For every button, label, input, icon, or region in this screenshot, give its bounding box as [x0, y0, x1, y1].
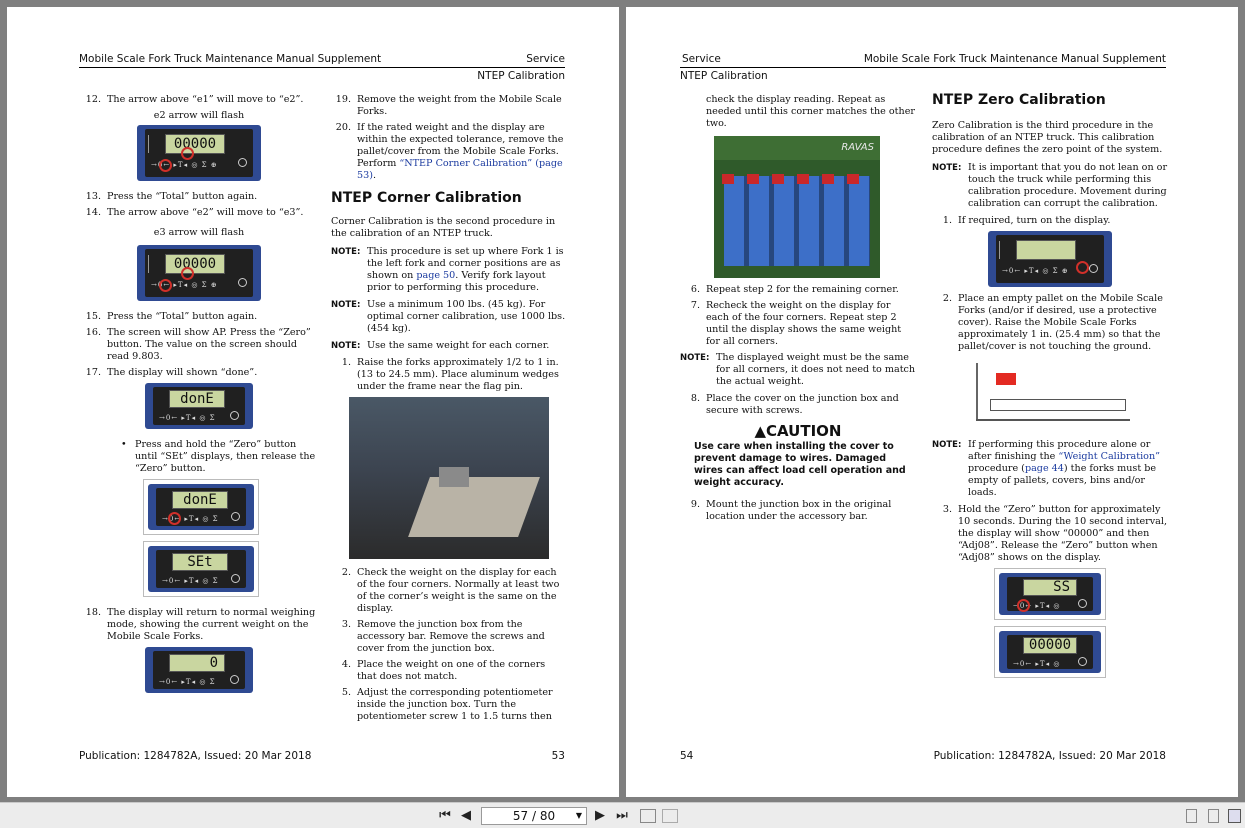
warning-triangle-icon: ▲: [754, 422, 767, 440]
step-14: 14. The arrow above “e2” will move to “e3”.: [85, 207, 304, 218]
caption-e3: e3 arrow will flash: [153, 227, 245, 238]
fit-page-icon[interactable]: [640, 809, 656, 823]
zero-step-1: 1. If required, turn on the display.: [942, 215, 1111, 226]
corner-step-2: 2. Check the weight on the display for each of the four corners. Normally at least two of the corner’s weight is the same on the display.: [341, 567, 560, 614]
scale-display-sequence: SS →0← ▸T◂ ◎ 00000 →0← ▸T◂ ◎: [994, 568, 1106, 682]
scale-display-image: 0 →0← ▸T◂ ◎ Σ: [145, 647, 253, 693]
lcd-readout: [1016, 240, 1076, 260]
step-12: 12. The arrow above “e1” will move to “e2”.: [85, 94, 304, 105]
subheader: NTEP Calibration: [477, 70, 565, 82]
subheader: NTEP Calibration: [680, 70, 768, 82]
step-8: 8. Place the cover on the junction box and secure with screws.: [690, 393, 899, 416]
step-16: 16. The screen will show AP. Press the “Zero” button. The value on the screen should read 9.803.: [85, 327, 311, 362]
caution-heading: ▲CAUTION: [754, 422, 842, 440]
fork-wedge-photo: [349, 397, 549, 559]
scale-display-image: donE →0← ▸T◂ ◎ Σ: [145, 383, 253, 429]
step-13: 13. Press the “Total” button again.: [85, 191, 258, 202]
left-column-1: [81, 94, 317, 698]
zero-step-3: 3. Hold the “Zero” button for approximately 10 seconds. During the 10 second interval, the display will show “00000” and then “Adj08”. Release the “Zero” button when “Adj08” shows on the display.: [942, 504, 1168, 563]
lcd-readout: 0: [169, 654, 225, 672]
link-weight-calibration[interactable]: “Weight Calibration”: [1058, 451, 1161, 462]
right-column-1: [680, 94, 916, 527]
section-heading: NTEP Corner Calibration: [331, 190, 522, 206]
page-number-input[interactable]: 57 / 80 ▼: [481, 807, 587, 825]
zero-step-2: 2. Place an empty pallet on the Mobile Scale Forks (and/or if desired, use a protective cover). Raise the Mobile Scale Forks approximately 1 in. (25.4 mm) so that the pallet/cover is not touching the ground.: [942, 293, 1163, 352]
lcd-readout: SS: [1023, 579, 1077, 596]
left-column-2: [331, 94, 567, 727]
caution-text: Use care when installing the cover to prevent damage to wires. Damaged wires can affect load cell operation and weight accuracy.: [694, 441, 906, 488]
caption-e2: e2 arrow will flash: [153, 110, 245, 121]
fit-width-icon[interactable]: [662, 809, 678, 823]
step-17: 17. The display will shown “done”.: [85, 367, 258, 378]
scale-display-sequence: donE →0← ▸T◂ ◎ Σ SEt →0← ▸T◂ ◎ Σ: [143, 479, 259, 601]
corner-step-1: 1. Raise the forks approximately 1/2 to 1 in. (13 to 24.5 mm). Place aluminum wedges under the frame near the flag pin.: [341, 357, 559, 392]
page-53: [7, 7, 619, 797]
scale-display-image: →0← ▸T◂ ◎ Σ ⊕: [988, 231, 1112, 287]
arrow-right-icon: [996, 373, 1016, 385]
corner-step-4: 4. Place the weight on one of the corners that does not match.: [341, 659, 546, 682]
step-7: 7. Recheck the weight on the display for each of the four corners. Repeat step 2 until the display shows the same weight for all corners.: [690, 300, 902, 347]
note: NOTE: The displayed weight must be the same for all corners, it does not need to match the actual weight.: [680, 352, 916, 387]
header-rule: [79, 67, 565, 68]
link-page-44[interactable]: page 44: [1024, 463, 1064, 474]
previous-page-button[interactable]: ◀: [461, 808, 471, 823]
first-page-button[interactable]: ⏮: [439, 808, 451, 823]
continuous-view-icon[interactable]: [1208, 809, 1219, 823]
note: NOTE: It is important that you do not lean on or touch the truck while performing this calibration procedure. Movement during calibration can corrupt the calibration.: [932, 162, 1168, 209]
step-6: 6. Repeat step 2 for the remaining corner.: [690, 284, 899, 295]
single-page-view-icon[interactable]: [1186, 809, 1197, 823]
bullet-hold-zero: • Press and hold the “Zero” button until “SEt” displays, then release the “Zero” button.: [121, 439, 316, 474]
two-page-view-icon[interactable]: [1228, 809, 1241, 823]
lcd-readout: 00000: [165, 254, 225, 274]
note: NOTE: This procedure is set up where Fork 1 is the left fork and corner positions are as shown on page 50. Verify fork layout prior to performing this procedure.: [331, 246, 564, 293]
page-number: 54: [680, 750, 694, 762]
footer-publication: Publication: 1284782A, Issued: 20 Mar 2018: [79, 750, 312, 762]
corner-step-5: 5. Adjust the corresponding potentiometer inside the junction box. Turn the potentiometer screw 1 to 1.5 turns then: [341, 687, 553, 722]
continued-text: check the display reading. Repeat as needed until this corner matches the other two.: [706, 94, 915, 129]
next-page-button[interactable]: ▶: [595, 808, 605, 823]
note: NOTE: Use a minimum 100 lbs. (45 kg). For optimal corner calibration, use 1000 lbs. (454 kg).: [331, 299, 566, 334]
header-section: Service: [682, 53, 721, 65]
link-page-50[interactable]: page 50: [416, 270, 456, 281]
board-brand: RAVAS: [714, 136, 880, 160]
step-18: 18. The display will return to normal weighing mode, showing the current weight on the Mobile Scale Forks.: [85, 607, 316, 642]
step-20: 20. If the rated weight and the display are within the expected tolerance, remove the pallet/cover from the Mobile Scale Forks. Perform “NTEP Corner Calibration” (page 53).: [335, 122, 564, 181]
header-section: Service: [526, 53, 565, 65]
lcd-readout: donE: [172, 491, 228, 509]
lcd-readout: donE: [169, 390, 225, 408]
page-54: [626, 7, 1238, 797]
lcd-readout: 00000: [165, 134, 225, 154]
step-9: 9. Mount the junction box in the original location under the accessory bar.: [690, 499, 892, 522]
header-title: Mobile Scale Fork Truck Maintenance Manual Supplement: [79, 53, 382, 65]
step-15: 15. Press the “Total” button again.: [85, 311, 258, 322]
link-ntep-corner-calibration[interactable]: “NTEP Corner Calibration” (page 53): [357, 158, 563, 181]
step-19: 19. Remove the weight from the Mobile Scale Forks.: [335, 94, 562, 117]
chevron-down-icon[interactable]: ▼: [575, 811, 582, 820]
note: NOTE: If performing this procedure alone or after finishing the “Weight Calibration” procedure (page 44) the forks must be empty of pallets, covers, bins and/or loads.: [932, 439, 1161, 498]
right-column-2: [932, 94, 1168, 682]
header-title: Mobile Scale Fork Truck Maintenance Manual Supplement: [863, 53, 1166, 65]
junction-box-photo: [714, 136, 880, 278]
fork-pallet-diagram: [968, 363, 1134, 431]
corner-step-3: 3. Remove the junction box from the accessory bar. Remove the screws and cover from the junction box.: [341, 619, 545, 654]
section-heading: NTEP Zero Calibration: [932, 92, 1106, 108]
last-page-button[interactable]: ⏭: [616, 808, 628, 823]
scale-display-image: 00000 →0← ▸T◂ ◎ Σ ⊕: [137, 125, 261, 181]
note: NOTE: Use the same weight for each corner.: [331, 340, 550, 351]
section-intro: Zero Calibration is the third procedure in the calibration of an NTEP truck. This calibration procedure defines the zero point of the system.: [932, 120, 1163, 155]
lcd-readout: SEt: [172, 553, 228, 571]
footer-publication: Publication: 1284782A, Issued: 20 Mar 2018: [933, 750, 1166, 762]
header-rule: [680, 67, 1166, 68]
page-number: 53: [551, 750, 565, 762]
viewer-toolbar: [0, 802, 1245, 828]
scale-display-image: 00000 →0← ▸T◂ ◎ Σ ⊕: [137, 245, 261, 301]
section-intro: Corner Calibration is the second procedure in the calibration of an NTEP truck.: [331, 216, 556, 239]
lcd-readout: 00000: [1023, 637, 1077, 654]
